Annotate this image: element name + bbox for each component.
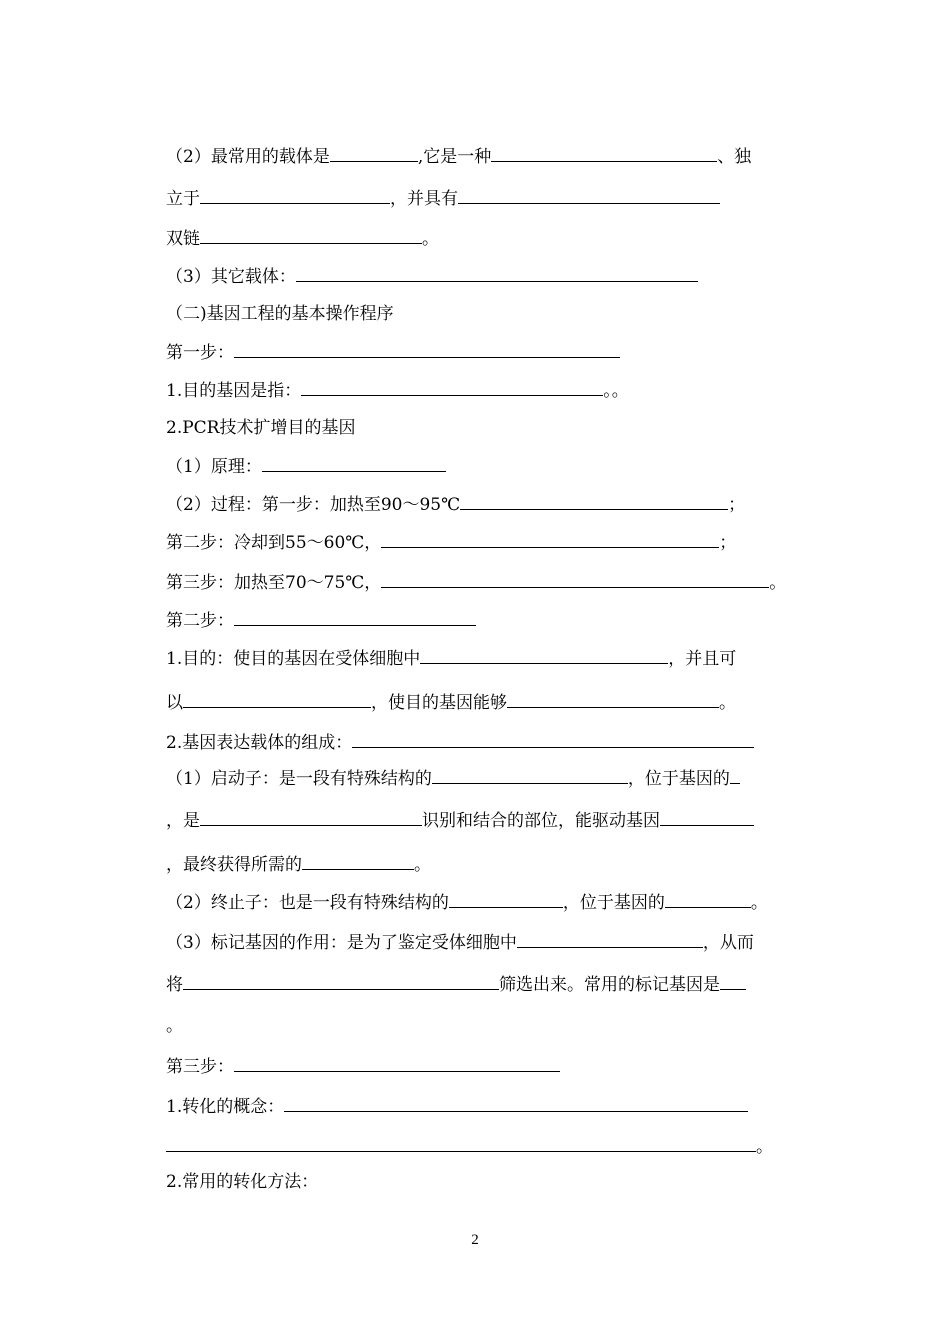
text-line	[166, 890, 768, 914]
text: ，位于基因的	[562, 893, 665, 913]
text: 以	[166, 693, 183, 713]
fill-blank	[730, 766, 740, 784]
text: 。	[414, 855, 431, 875]
section-heading	[166, 302, 394, 326]
text: ,它是一种	[417, 147, 492, 167]
text: 。	[756, 1137, 773, 1157]
text: ；	[728, 495, 746, 515]
fill-blank	[330, 144, 418, 162]
text: （2）最常用的载体是	[166, 147, 330, 167]
text: （1）原理：	[166, 457, 262, 477]
text: 1.目的基因是指：	[166, 381, 302, 401]
text: 筛选出来。常用的标记基因是	[499, 975, 720, 995]
text: 。	[719, 693, 736, 713]
text: （3）标记基因的作用：是为了鉴定受体细胞中	[166, 933, 517, 953]
text: 。。	[603, 381, 629, 401]
fill-blank	[432, 766, 628, 784]
fill-blank	[234, 608, 476, 626]
text: （2）过程：第一步：加热至90～95℃	[166, 495, 461, 515]
fill-blank	[183, 972, 499, 990]
text-line	[166, 972, 746, 996]
text: 2.基因表达载体的组成：	[166, 733, 353, 753]
fill-blank	[381, 530, 719, 548]
fill-blank	[262, 454, 446, 472]
fill-blank	[302, 852, 414, 870]
fill-blank	[460, 492, 728, 510]
text-line	[166, 1134, 773, 1158]
fill-blank	[301, 378, 603, 396]
text-line	[166, 530, 736, 554]
fill-blank	[381, 570, 769, 588]
text-line	[166, 226, 439, 250]
fill-blank	[352, 730, 754, 748]
text-line	[166, 492, 745, 516]
text: 2.PCR技术扩增目的基因	[166, 418, 356, 438]
text-line	[166, 808, 754, 832]
text-line	[166, 340, 620, 364]
text-line	[166, 378, 629, 402]
text: 1.目的：使目的基因在受体细胞中	[166, 649, 421, 669]
fill-blank	[660, 808, 754, 826]
text-line	[166, 608, 476, 632]
text: 第二步：	[166, 611, 234, 631]
text: 。	[769, 573, 787, 593]
text: ，使目的基因能够	[371, 693, 507, 713]
fill-blank	[720, 972, 746, 990]
text: ，最终获得所需的	[166, 855, 302, 875]
text: ；	[719, 533, 737, 553]
text: ，并且可	[668, 649, 737, 669]
text-line	[166, 1054, 560, 1078]
text-line	[166, 570, 786, 594]
text: （3）其它载体：	[166, 267, 296, 287]
text: 识别和结合的部位，能驱动基因	[422, 811, 660, 831]
text: 立于	[166, 189, 200, 209]
text: 。	[750, 893, 768, 913]
text: 第二步：冷却到55～60℃，	[166, 533, 382, 553]
fill-blank	[200, 186, 390, 204]
fill-blank	[491, 144, 717, 162]
text: （1）启动子：是一段有特殊结构的	[166, 769, 432, 789]
text: ，从而	[702, 933, 754, 953]
fill-blank	[200, 808, 422, 826]
text: ，是	[166, 811, 200, 831]
text: （二)基因工程的基本操作程序	[166, 304, 394, 324]
fill-blank	[166, 1134, 756, 1152]
text-line	[166, 264, 698, 288]
fill-blank	[507, 690, 719, 708]
text-line	[166, 646, 736, 670]
text-line	[166, 852, 431, 876]
text: 第三步：	[166, 1057, 234, 1077]
text: 。	[422, 229, 439, 249]
text-line	[166, 1094, 748, 1118]
text-line	[166, 1014, 183, 1038]
text-line	[166, 690, 736, 714]
text: 。	[166, 1016, 183, 1036]
text-line	[166, 186, 720, 210]
text-line	[166, 144, 751, 168]
text: 、独	[717, 147, 752, 167]
text: 双链	[166, 229, 200, 249]
text: （2）终止子：也是一段有特殊结构的	[166, 893, 449, 913]
fill-blank	[200, 226, 422, 244]
fill-blank	[183, 690, 371, 708]
fill-blank	[296, 264, 698, 282]
text: ，并具有	[390, 189, 458, 209]
fill-blank	[420, 646, 668, 664]
text-line	[166, 1170, 318, 1194]
text: 第三步：加热至70～75℃，	[166, 573, 382, 593]
fill-blank	[234, 340, 620, 358]
text: 2.常用的转化方法：	[166, 1172, 319, 1192]
text-line	[166, 930, 754, 954]
fill-blank	[458, 186, 720, 204]
fill-blank	[517, 930, 703, 948]
text: 将	[166, 975, 183, 995]
text: 第一步：	[166, 343, 234, 363]
text-line	[166, 416, 355, 440]
fill-blank	[665, 890, 751, 908]
text-line	[166, 766, 740, 790]
text: 1.转化的概念：	[166, 1097, 285, 1117]
text-line	[166, 730, 754, 754]
text: ，位于基因的	[627, 769, 730, 789]
fill-blank	[449, 890, 563, 908]
text-line	[166, 454, 446, 478]
page-number: 2	[471, 1232, 479, 1248]
fill-blank	[234, 1054, 560, 1072]
fill-blank	[284, 1094, 748, 1112]
